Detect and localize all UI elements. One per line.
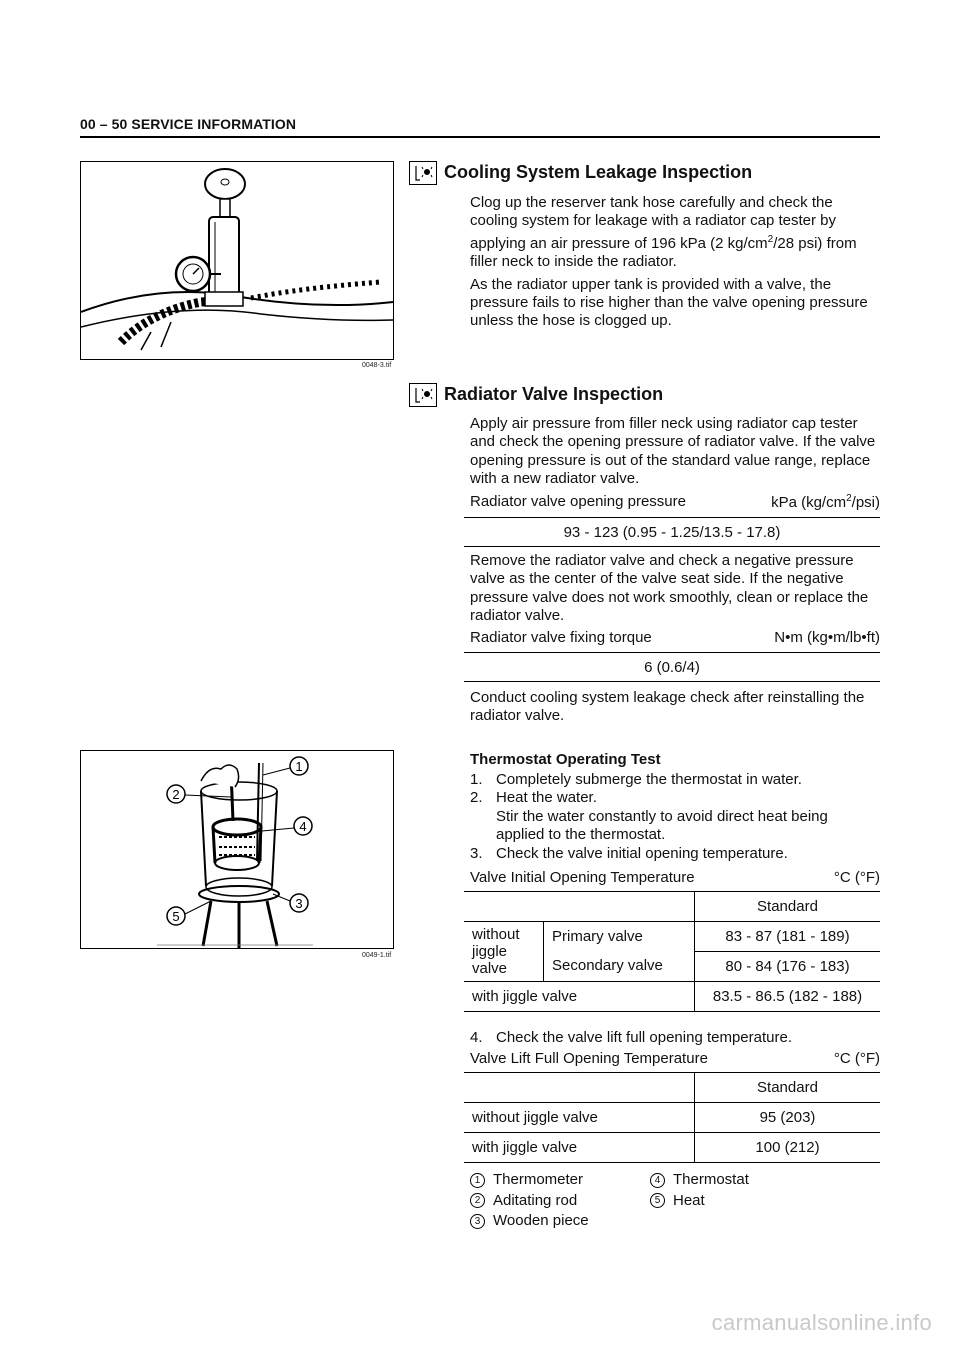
section1-para2: As the radiator upper tank is provided with a valve, the pressure fails to rise higher than the valve opening pressure unless the hose is clogged up. xyxy=(470,275,868,330)
spec1-rule-bottom xyxy=(464,546,880,547)
table1-group-label: without jiggle valve xyxy=(464,922,544,981)
spec1-value: 93 - 123 (0.95 - 1.25/13.5 - 17.8) xyxy=(563,524,781,541)
section2-title: Radiator Valve Inspection xyxy=(444,384,664,404)
spec2-unit: N•m (kg•m/lb•ft) xyxy=(774,629,880,646)
table1-row1-label: Primary valve xyxy=(552,928,643,945)
legend-item-thermometer: 1 Thermometer xyxy=(470,1170,650,1191)
table1-caption xyxy=(470,869,880,886)
table1-last-value: 83.5 - 86.5 (182 - 188) xyxy=(695,982,881,1012)
valve-initial-opening-table xyxy=(464,891,880,1012)
thermostat-test-illustration xyxy=(81,751,393,948)
figure2-caption: 0049-1.tif xyxy=(362,952,392,959)
valve-full-opening-table xyxy=(464,1072,880,1163)
step-4: 4. Check the valve lift full opening temperature. xyxy=(470,1029,792,1046)
callout-2: 2 xyxy=(172,787,180,802)
thermostat-title: Thermostat Operating Test xyxy=(470,751,661,768)
table2-caption xyxy=(470,1050,880,1067)
table1-row1-value: 83 - 87 (181 - 189) xyxy=(695,922,880,952)
table1-last-label: with jiggle valve xyxy=(464,982,695,1012)
section1-body xyxy=(470,194,882,335)
callout-3: 3 xyxy=(295,896,303,911)
table2-row1-value: 95 (203) xyxy=(695,1103,881,1133)
figure-radiator-cap-tester xyxy=(80,161,394,360)
table1-unit: °C (°F) xyxy=(833,869,880,886)
legend-item-thermostat: 4 Thermostat xyxy=(650,1170,749,1191)
section2-icon xyxy=(409,383,437,407)
spec2-line xyxy=(470,629,880,646)
spec1-rule-top xyxy=(464,517,880,518)
table2-label: Valve Lift Full Opening Temperature xyxy=(470,1050,708,1067)
table2-header: Standard xyxy=(695,1073,881,1103)
table2-row2-label: with jiggle valve xyxy=(464,1133,695,1163)
table2-row1-label: without jiggle valve xyxy=(464,1103,695,1133)
inspection-icon xyxy=(410,384,436,406)
table1-label: Valve Initial Opening Temperature xyxy=(470,869,695,886)
callout-5: 5 xyxy=(172,909,180,924)
step-2: 2. Heat the water. xyxy=(470,789,597,807)
figure-thermostat-test xyxy=(80,750,394,949)
watermark: carmanualsonline.info xyxy=(711,1310,932,1335)
table2-row2-value: 100 (212) xyxy=(695,1133,881,1163)
section1-icon xyxy=(409,161,437,185)
spec2-rule-top xyxy=(464,652,880,653)
legend-item-wooden-piece: 3 Wooden piece xyxy=(470,1211,650,1232)
radiator-cap-tester-illustration xyxy=(81,162,393,359)
step-2-note: Stir the water constantly to avoid direct heat being applied to the thermostat. xyxy=(496,807,828,844)
inspection-icon xyxy=(410,162,436,184)
spec2-value: 6 (0.6/4) xyxy=(644,659,700,676)
step-3: 3. Check the valve initial opening temperature. xyxy=(470,844,788,862)
legend-item-heat: 5 Heat xyxy=(650,1191,705,1212)
section1-para1: Clog up the reserver tank hose carefully and check the cooling system for leakage with a radiator cap tester by applying an air pressure of 196 kPa (2 $kg/cm^2/28$ psi) from filler neck to inside the radiator. xyxy=(470,194,857,271)
legend-item-aditating-rod: 2 Aditating rod xyxy=(470,1191,650,1212)
section1-title: Cooling System Leakage Inspection xyxy=(444,162,753,182)
figure-legend xyxy=(470,1170,882,1232)
spec1-label: Radiator valve opening pressure xyxy=(470,493,686,510)
figure1-caption: 0048-3.tif xyxy=(362,362,392,369)
table1-row2-label: Secondary valve xyxy=(552,957,663,974)
table1-header: Standard xyxy=(695,892,881,922)
section2-para3: Conduct cooling system leakage check after reinstalling the radiator valve. xyxy=(470,689,865,725)
page-header: 00 – 50 SERVICE INFORMATION xyxy=(80,116,297,132)
thermostat-steps xyxy=(470,771,882,863)
section2-para2: Remove the radiator valve and check a negative pressure valve as the center of the valve seat side. If the negative pressure valve does not work smoothly, clean or replace the radiator valve. xyxy=(470,552,869,625)
table2-unit: °C (°F) xyxy=(833,1050,880,1067)
callout-1: 1 xyxy=(295,759,303,774)
table1-row2-value: 80 - 84 (176 - 183) xyxy=(725,958,850,975)
step-1: 1. Completely submerge the thermostat in water. xyxy=(470,771,802,788)
spec1-line xyxy=(470,493,880,511)
header-rule xyxy=(80,136,880,138)
spec2-rule-bottom xyxy=(464,681,880,682)
callout-4: 4 xyxy=(299,819,307,834)
spec2-label: Radiator valve fixing torque xyxy=(470,629,652,646)
spec1-unit: kPa $(kg/cm^2/psi)$ xyxy=(771,493,880,511)
section2-para1: Apply air pressure from filler neck using radiator cap tester and check the opening pressure of radiator valve. If the valve opening pressure is out of the standard value range, replace with a new radiator valve. xyxy=(470,415,876,488)
